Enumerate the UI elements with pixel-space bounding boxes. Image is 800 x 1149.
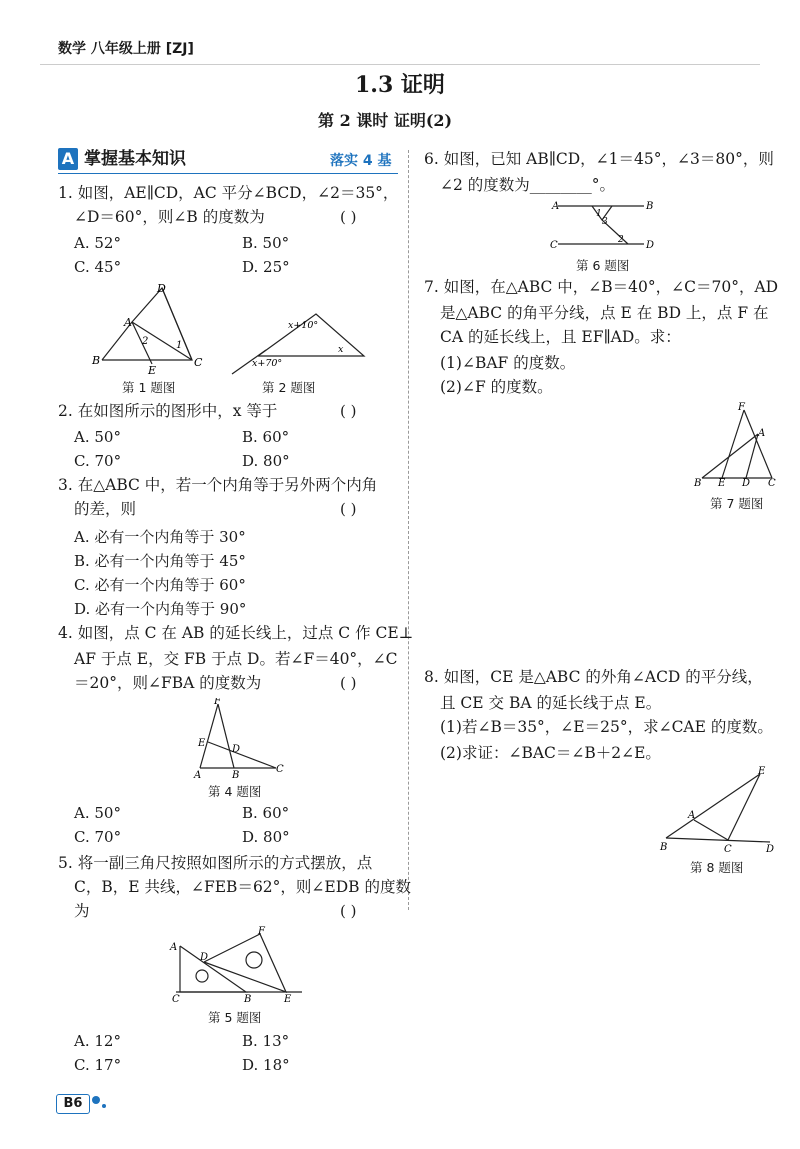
fig6-label-b: B [646, 201, 654, 212]
fig8-label-d: D [766, 844, 775, 854]
fig8-caption: 第 8 题图 [690, 860, 744, 875]
fig4-label-c: C [276, 764, 284, 775]
fig8-label-c: C [724, 844, 732, 854]
fig7-label-d: D [742, 478, 751, 489]
fig4-label-b: B [232, 770, 240, 778]
q2-option-a: A. 50° [74, 428, 121, 446]
page-number: B6 [56, 1094, 90, 1114]
q3-option-b: B. 必有一个内角等于 45° [74, 552, 246, 570]
q1-option-b: B. 50° [242, 234, 290, 252]
q8-sub2: (2)求证：∠BAC＝∠B＋2∠E。 [440, 744, 661, 762]
fig1-angle-1: 1 [176, 340, 183, 351]
q4-answer-paren: ( ) [340, 674, 357, 692]
fig6-angle-2: 2 [618, 235, 624, 245]
book-header: 数学 八年级上册 [ZJ] [58, 41, 194, 57]
fig4-label-f: F [214, 698, 221, 707]
fig7-label-b: B [694, 478, 702, 489]
fig5-label-d: D [200, 952, 209, 963]
q3-option-d: D. 必有一个内角等于 90° [74, 600, 247, 618]
figure-1 [90, 282, 210, 374]
section-rule [58, 173, 398, 174]
fig2-caption: 第 2 题图 [262, 380, 316, 395]
fig1-label-c: C [194, 356, 203, 369]
q8-sub1: (1)若∠B＝35°，∠E＝25°，求∠CAE 的度数。 [440, 718, 773, 736]
fig7-label-e: E [718, 478, 726, 489]
header-rule [40, 64, 760, 65]
fig1-caption: 第 1 题图 [122, 380, 176, 395]
fig8-label-b: B [660, 842, 668, 853]
fig5-label-f: F [258, 926, 265, 937]
figure-4 [192, 698, 292, 778]
fig7-caption: 第 7 题图 [710, 496, 764, 511]
figure-2 [228, 306, 366, 376]
fig7-label-c: C [768, 478, 776, 489]
q7-sub2: (2)∠F 的度数。 [440, 378, 553, 396]
q1-line1: 1. 如图，AE∥CD，AC 平分∠BCD，∠2＝35°， [58, 184, 399, 202]
q1-answer-paren: ( ) [340, 208, 357, 226]
fig1-label-b: B [92, 354, 101, 367]
q8-line1: 8. 如图，CE 是△ABC 的外角∠ACD 的平分线， [424, 668, 763, 686]
q1-option-c: C. 45° [74, 258, 122, 276]
q3-line1: 3. 在△ABC 中，若一个内角等于另外两个内角 [58, 476, 378, 494]
fig1-label-e: E [148, 364, 157, 374]
fig8-label-a: A [688, 810, 696, 821]
section-badge: A [58, 148, 78, 170]
fig5-label-e: E [284, 994, 292, 1004]
fig6-label-a: A [552, 201, 560, 212]
q3-answer-paren: ( ) [340, 500, 357, 518]
fig4-label-e: E [198, 738, 206, 749]
q2-answer-paren: ( ) [340, 402, 357, 420]
fig4-caption: 第 4 题图 [208, 784, 262, 799]
fig7-label-a: A [758, 428, 766, 439]
q3-option-a: A. 必有一个内角等于 30° [74, 528, 246, 546]
q8-line2: 且 CE 交 BA 的延长线于点 E。 [440, 694, 662, 712]
q7-line3: CA 的延长线上，且 EF∥AD。求： [440, 328, 681, 346]
q1-option-d: D. 25° [242, 258, 290, 276]
q7-line1: 7. 如图，在△ABC 中，∠B＝40°，∠C＝70°，AD [424, 278, 779, 296]
fig6-angle-1: 1 [596, 209, 602, 219]
q5-option-c: C. 17° [74, 1056, 122, 1074]
figure-7 [692, 400, 784, 490]
fig5-label-b: B [244, 994, 252, 1004]
figure-5 [166, 926, 306, 1004]
q5-line3: 为 [74, 902, 90, 920]
fig4-label-d: D [232, 744, 241, 755]
figure-6 [548, 198, 658, 252]
q5-answer-paren: ( ) [340, 902, 357, 920]
column-divider [408, 150, 409, 910]
figure-8 [656, 764, 782, 854]
fig1-label-a: A [124, 316, 132, 329]
q4-option-b: B. 60° [242, 804, 290, 822]
fig2-label-x70: x+70° [252, 358, 283, 369]
q6-line1: 6. 如图，已知 AB∥CD，∠1＝45°，∠3＝80°，则 [424, 150, 774, 168]
section-tag: 落实 4 基 [330, 153, 392, 169]
q1-line2: ∠D＝60°，则∠B 的度数为 [74, 208, 265, 226]
fig6-caption: 第 6 题图 [576, 258, 630, 273]
page-dot-icon [92, 1096, 100, 1104]
q4-option-d: D. 80° [242, 828, 290, 846]
fig6-angle-3: 3 [602, 217, 608, 227]
q7-line2: 是△ABC 的角平分线，点 E 在 BD 上，点 F 在 [440, 304, 769, 322]
section-label: 掌握基本知识 [84, 149, 186, 169]
q2-option-b: B. 60° [242, 428, 290, 446]
fig5-label-a: A [170, 942, 178, 953]
fig1-label-d: D [157, 282, 166, 295]
q3-option-c: C. 必有一个内角等于 60° [74, 576, 246, 594]
fig6-label-d: D [646, 240, 655, 251]
fig5-caption: 第 5 题图 [208, 1010, 262, 1025]
q4-line2: AF 于点 E，交 FB 于点 D。若∠F＝40°，∠C [74, 650, 398, 668]
q3-line2: 的差，则 [74, 500, 137, 518]
page-title: 1.3 证明 [355, 72, 445, 98]
q4-option-c: C. 70° [74, 828, 122, 846]
q5-option-d: D. 18° [242, 1056, 290, 1074]
q5-line1: 5. 将一副三角尺按照如图所示的方式摆放，点 [58, 854, 373, 872]
fig7-label-f: F [738, 402, 745, 413]
q6-line2: ∠2 的度数为________°。 [440, 176, 616, 194]
q2-option-c: C. 70° [74, 452, 122, 470]
fig2-label-x: x [338, 344, 344, 355]
q5-line2: C，B，E 共线，∠FEB＝62°，则∠EDB 的度数 [74, 878, 411, 896]
q2-option-d: D. 80° [242, 452, 290, 470]
fig1-angle-2: 2 [142, 336, 149, 347]
page-dot-small-icon [102, 1104, 106, 1108]
fig8-label-e: E [758, 766, 766, 777]
fig4-label-a: A [194, 770, 202, 778]
q4-line3: ＝20°，则∠FBA 的度数为 [74, 674, 262, 692]
fig2-label-x10: x+10° [288, 320, 319, 331]
q5-option-b: B. 13° [242, 1032, 290, 1050]
q5-option-a: A. 12° [74, 1032, 121, 1050]
q2-line1: 2. 在如图所示的图形中，x 等于 [58, 402, 278, 420]
fig5-label-c: C [172, 994, 180, 1004]
q4-option-a: A. 50° [74, 804, 121, 822]
fig6-label-c: C [550, 240, 558, 251]
q7-sub1: (1)∠BAF 的度数。 [440, 354, 576, 372]
lesson-subtitle: 第 2 课时 证明(2) [318, 111, 453, 130]
q1-option-a: A. 52° [74, 234, 121, 252]
q4-line1: 4. 如图，点 C 在 AB 的延长线上，过点 C 作 CE⊥ [58, 624, 414, 642]
